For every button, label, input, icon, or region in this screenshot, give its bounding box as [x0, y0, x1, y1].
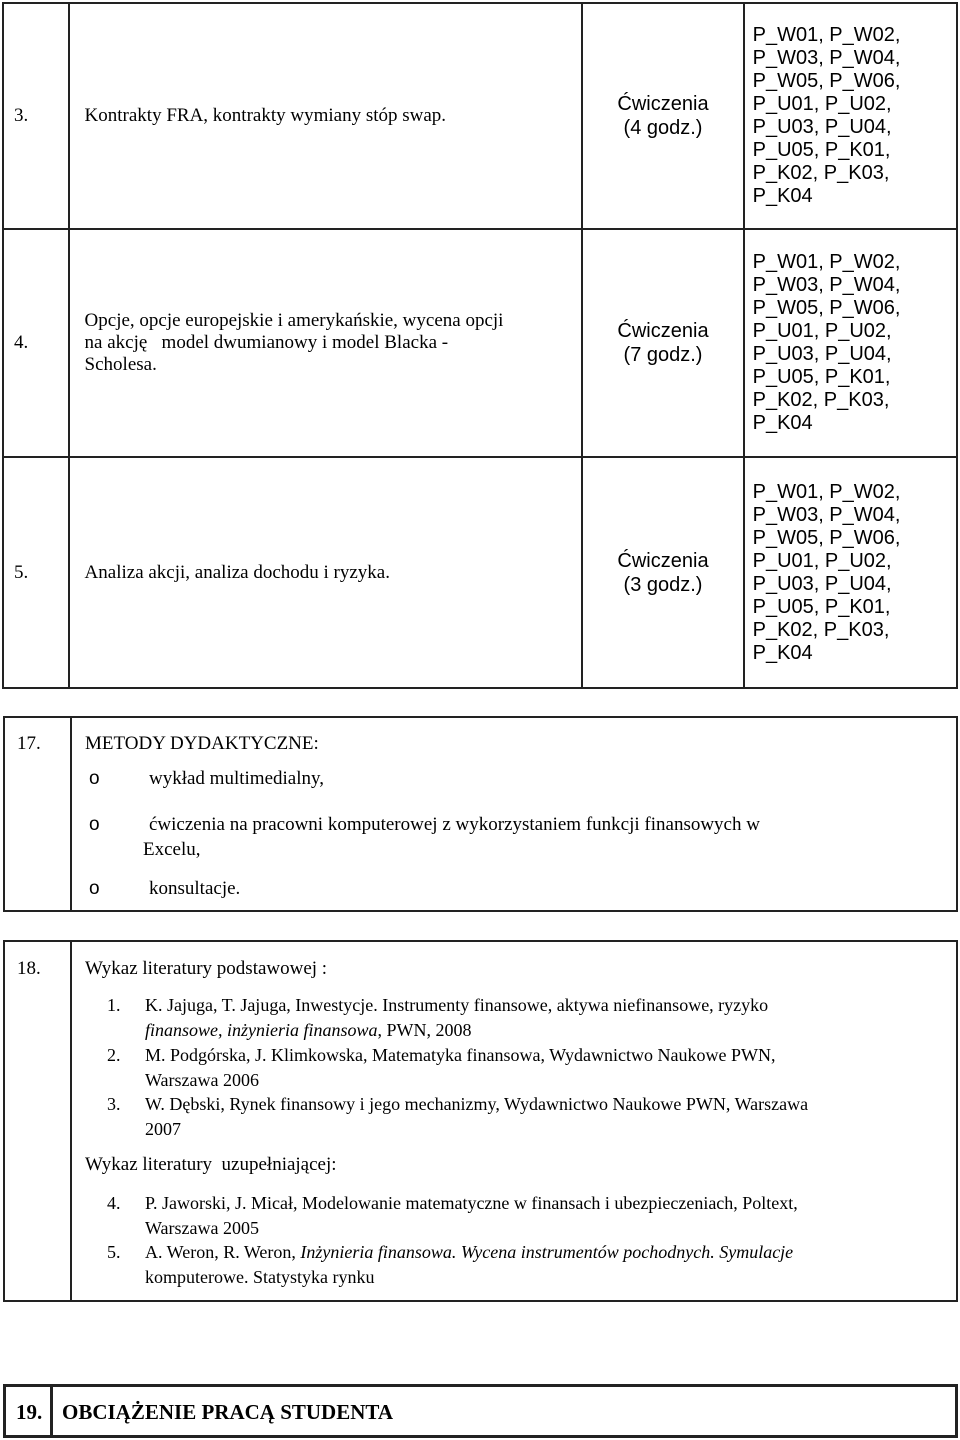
supplementary-title: Wykaz literatury uzupełniającej: [85, 1154, 337, 1175]
divider [50, 1387, 53, 1435]
section-title: Wykaz literatury podstawowej : [85, 958, 328, 979]
class-form: Ćwiczenia (7 godz.) [617, 320, 709, 366]
divider [70, 942, 72, 1300]
topic-number: 4. [14, 332, 29, 353]
literature-item: 5. A. Weron, R. Weron, Inżynieria finansowa. Wycena instrumentów pochodnych. Symulacje komputerowe. Statystyka rynku [107, 1242, 794, 1287]
table-row [3, 229, 957, 457]
section-title: METODY DYDAKTYCZNE: [85, 733, 319, 754]
learning-effects: P_W01, P_W02, P_W03, P_W04, P_W05, P_W06, P_U01, P_U02, P_U03, P_U04, P_U05, P_K01, P_K02, P_K03, P_K04 [752, 251, 901, 434]
list-item: konsultacje. [149, 878, 241, 899]
bullet-icon: o [89, 814, 100, 835]
learning-effects: P_W01, P_W02, P_W03, P_W04, P_W05, P_W06, P_U01, P_U02, P_U03, P_U04, P_U05, P_K01, P_K02, P_K03, P_K04 [752, 480, 901, 664]
topic-text: Opcje, opcje europejskie i amerykańskie, wycena opcji [84, 310, 504, 331]
literature-item: 3. W. Dębski, Rynek finansowy i jego mechanizmy, Wydawnictwo Naukowe PWN, Warszawa 2007 [107, 1094, 809, 1139]
table-row [3, 3, 957, 229]
bullet-icon: o [89, 878, 100, 899]
topic-number: 5. [14, 561, 29, 583]
topics-table [2, 2, 958, 689]
section-number: 19. [16, 1400, 43, 1424]
section-title: OBCIĄŻENIE PRACĄ STUDENTA [62, 1400, 393, 1424]
section-19-box [3, 1384, 958, 1438]
literature-item: 4. P. Jaworski, J. Micał, Modelowanie matematyczne w finansach i ubezpieczeniach, Poltext, Warszawa 2005 [107, 1193, 798, 1238]
topic-text: na akcję model dwumianowy i model Blacka - [84, 332, 449, 353]
list-item: Excelu, [143, 839, 201, 860]
learning-effects: P_W01, P_W02, P_W03, P_W04, P_W05, P_W06, P_U01, P_U02, P_U03, P_U04, P_U05, P_K01, P_K02, P_K03, P_K04 [752, 24, 901, 207]
section-17-box [3, 716, 958, 912]
section-number: 17. [17, 733, 41, 754]
section-number: 18. [17, 958, 41, 979]
topic-text: Kontrakty FRA, kontrakty wymiany stóp swap. [84, 105, 447, 126]
class-form: Ćwiczenia (4 godz.) [617, 93, 709, 139]
topic-text: Analiza akcji, analiza dochodu i ryzyka. [84, 561, 390, 583]
literature-item: 2. M. Podgórska, J. Klimkowska, Matematyka finansowa, Wydawnictwo Naukowe PWN, Warszawa 2006 [107, 1045, 776, 1090]
topic-text: Scholesa. [84, 354, 157, 375]
class-form: Ćwiczenia (3 godz.) [617, 549, 709, 596]
topic-number: 3. [14, 105, 29, 126]
list-item: wykład multimedialny, [149, 768, 325, 789]
literature-item: 1. K. Jajuga, T. Jajuga, Inwestycje. Instrumenty finansowe, aktywa niefinansowe, ryzyko finansowe, inżynieria finansowa, PWN, 2008 [107, 995, 769, 1040]
divider [70, 718, 72, 910]
bullet-icon: o [89, 768, 100, 789]
section-18-box [3, 940, 958, 1302]
table-row [3, 457, 957, 688]
list-item: ćwiczenia na pracowni komputerowej z wykorzystaniem funkcji finansowych w [149, 814, 760, 835]
